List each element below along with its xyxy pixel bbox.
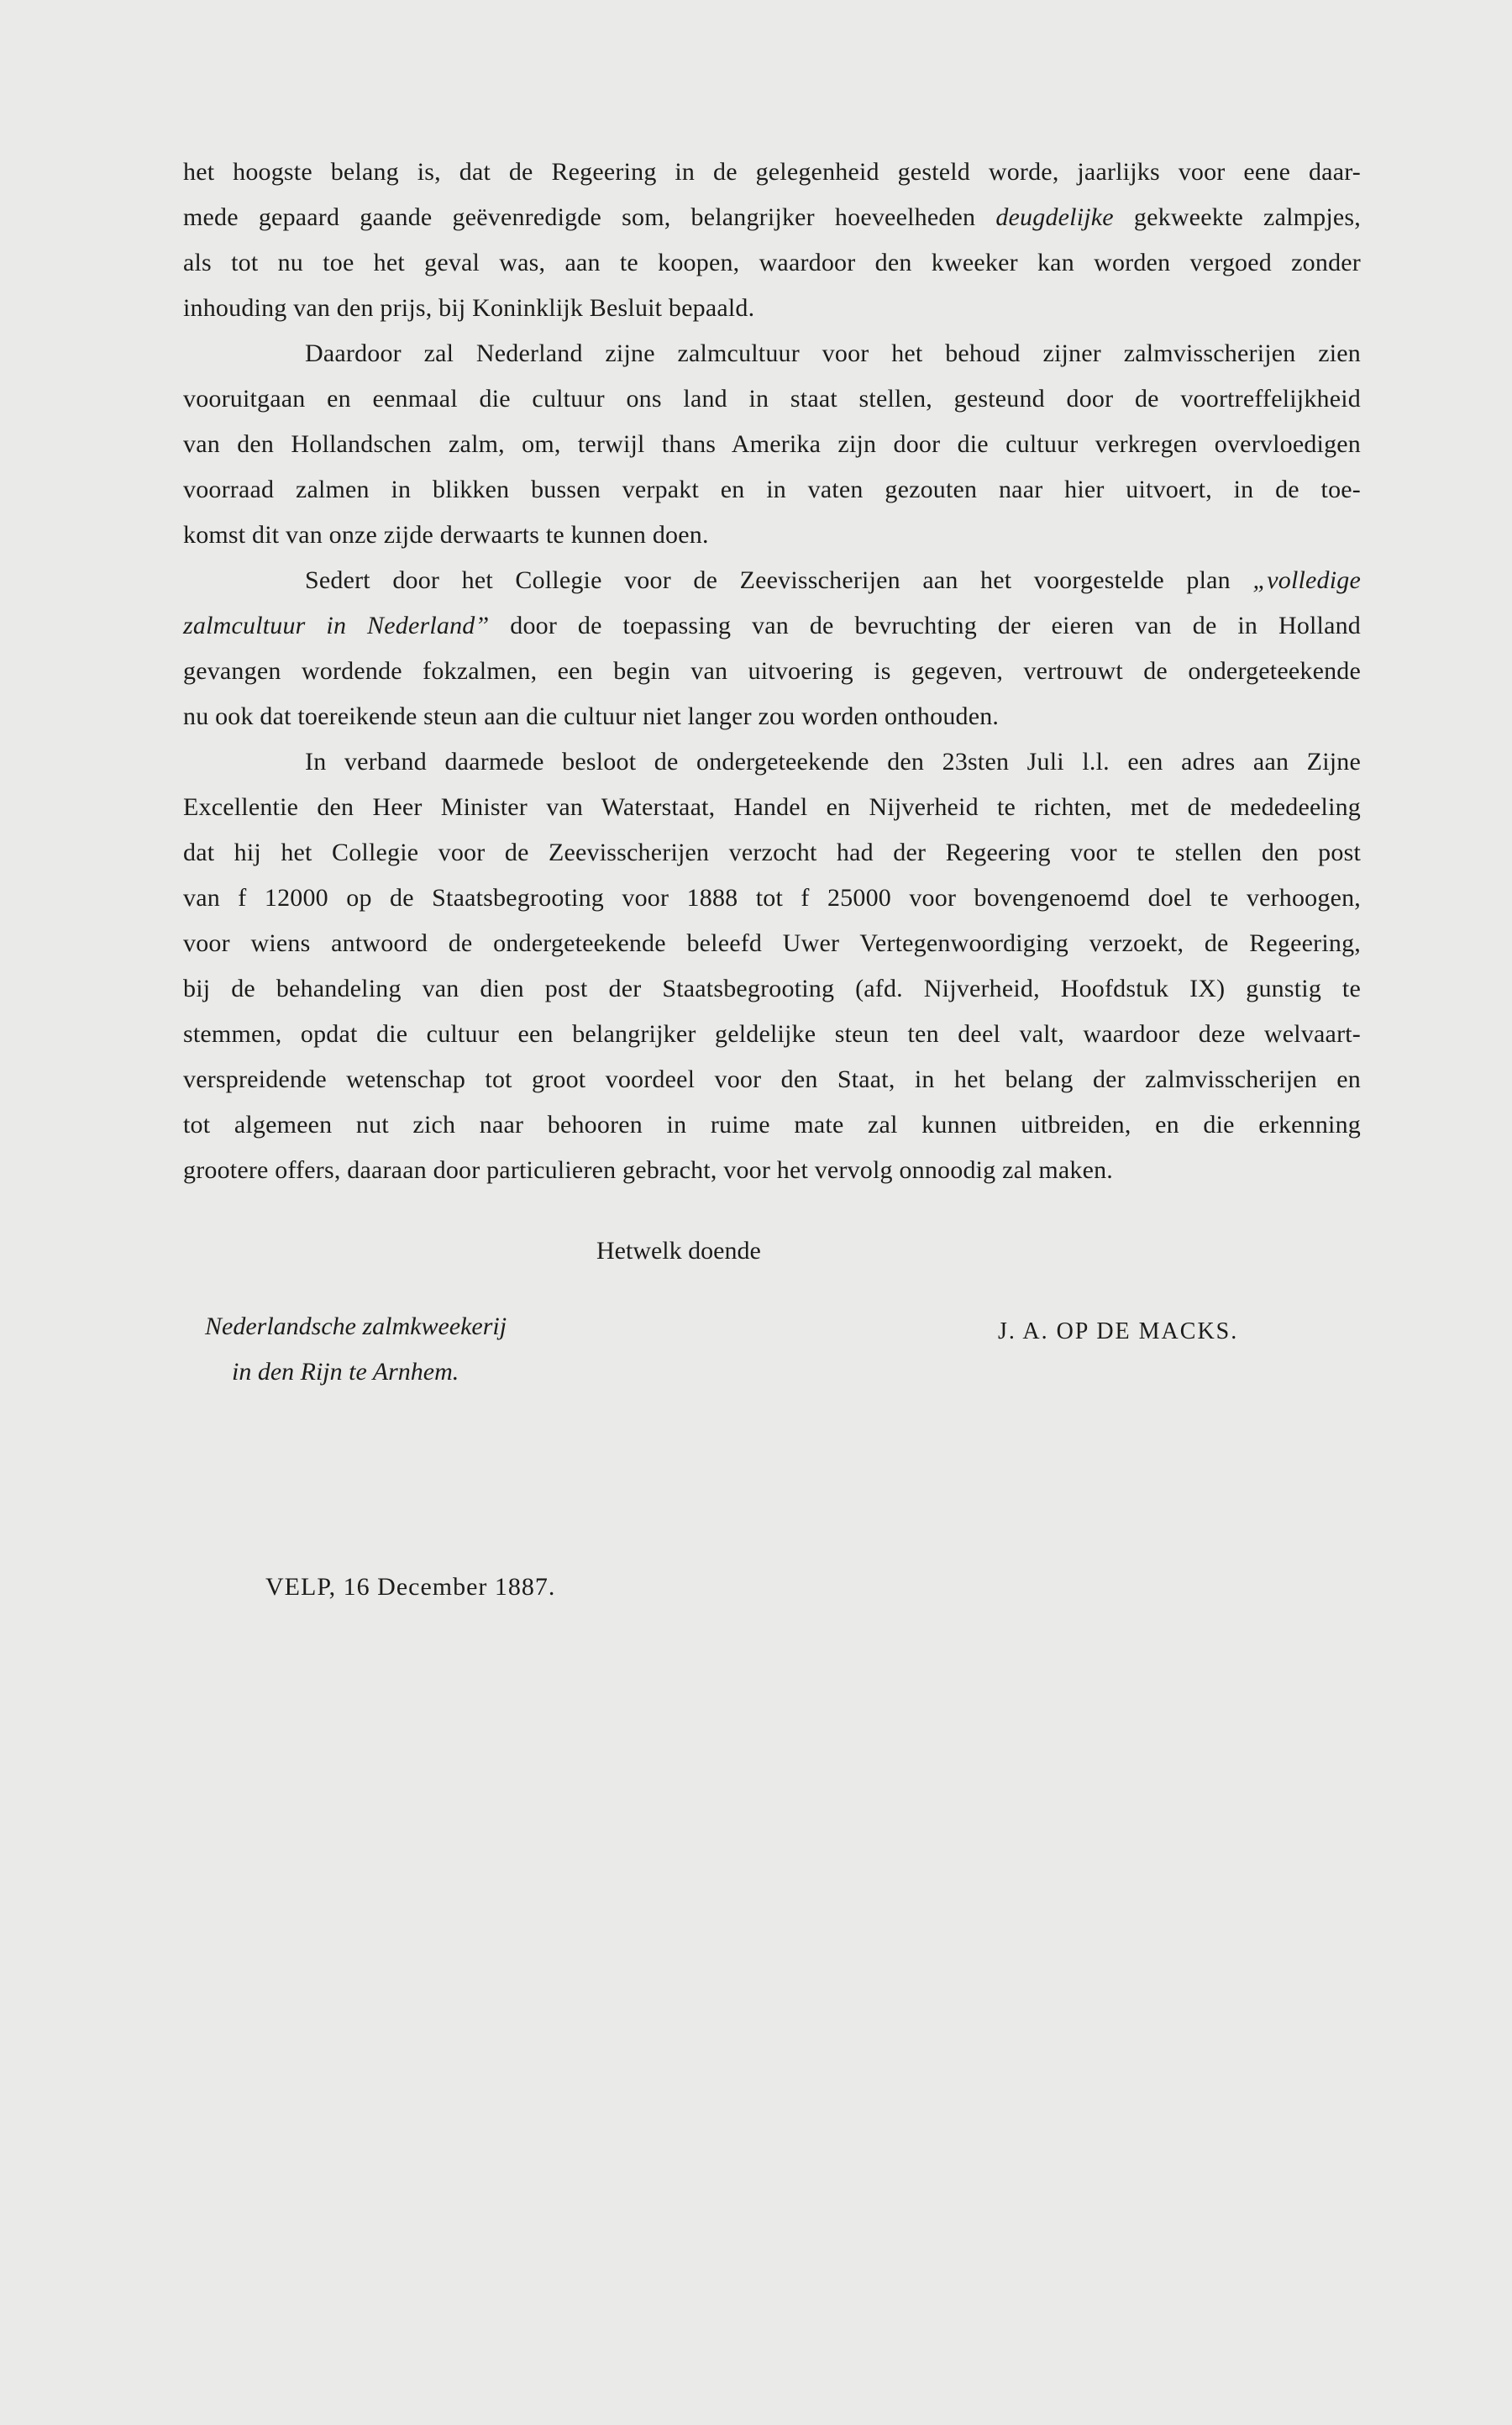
text-line: tot algemeen nut zich naar behooren in ruime mate zal kunnen uitbreiden, en die erkenning [183,1111,1361,1139]
sender-location: in den Rijn te Arnhem. [232,1358,459,1386]
text-segment: mede gepaard gaande geëvenredigde som, belangrijker hoeveelheden [183,203,976,231]
text-line: nu ook dat toereikende steun aan die cultuur niet langer zou worden onthouden. [183,702,1000,730]
text-line: van f 12000 op de Staatsbegrooting voor 1888 tot f 25000 voor bovengenoemd doel te verhoogen, [183,884,1361,912]
text-line: bij de behandeling van dien post der Staatsbegrooting (afd. Nijverheid, Hoofdstuk IX) gunstig te [183,975,1361,1002]
text-line [183,603,1361,649]
letter-body [183,150,1361,1193]
text-line: voor wiens antwoord de ondergeteekende beleefd Uwer Vertegenwoordiging verzoekt, de Regeering, [183,929,1361,957]
text-line: gevangen wordende fokzalmen, een begin van uitvoering is gegeven, vertrouwt de ondergeteekende [183,657,1361,685]
sender-name: Nederlandsche zalmkweekerij [205,1312,507,1340]
text-line: van den Hollandschen zalm, om, terwijl thans Amerika zijn door die cultuur verkregen overvloedigen [183,430,1361,458]
text-line: dat hij het Collegie voor de Zeevisscherijen verzocht had der Regeering voor te stellen den post [183,839,1361,866]
text-line: komst dit van onze zijde derwaarts te kunnen doen. [183,521,709,549]
italic-emphasis: zalmcultuur in Nederland” [183,612,490,639]
signature-name: J. A. OP DE MACKS. [998,1318,1239,1344]
closing-phrase: Hetwelk doende [596,1237,761,1265]
text-line: grootere offers, daaraan door particulieren gebracht, voor het vervolg onnoodig zal maken. [183,1156,1114,1184]
text-line: het hoogste belang is, dat de Regeering in de gelegenheid gesteld worde, jaarlijks voor eene daar- [183,158,1361,186]
text-line [183,558,1361,603]
text-line: verspreidende wetenschap tot groot voordeel voor den Staat, in het belang der zalmvisscherijen en [183,1065,1361,1093]
text-line [183,195,1361,240]
text-line: als tot nu toe het geval was, aan te koopen, waardoor den kweeker kan worden vergoed zonder [183,249,1361,276]
text-segment: door de toepassing van de bevruchting der eieren van de in Holland [510,612,1362,639]
place-and-date: VELP, 16 December 1887. [265,1573,556,1601]
text-segment: gekweekte zalmpjes, [1133,203,1361,231]
text-line: In verband daarmede besloot de ondergeteekende den 23sten Juli l.l. een adres aan Zijne [305,748,1361,776]
text-line: inhouding van den prijs, bij Koninklijk Besluit bepaald. [183,294,755,322]
text-line: Daardoor zal Nederland zijne zalmcultuur voor het behoud zijner zalmvisscherijen zien [305,339,1361,367]
text-line: Excellentie den Heer Minister van Waterstaat, Handel en Nijverheid te richten, met de mededeeling [183,793,1361,821]
italic-emphasis: deugdelijke [995,203,1114,231]
text-segment: Sedert door het Collegie voor de Zeevisscherijen aan het voorgestelde plan [305,566,1231,594]
text-line: vooruitgaan en eenmaal die cultuur ons land in staat stellen, gesteund door de voortreffelijkheid [183,385,1361,413]
text-line: stemmen, opdat die cultuur een belangrijker geldelijke steun ten deel valt, waardoor deze welvaart- [183,1020,1361,1048]
sender-block [205,1304,507,1395]
italic-emphasis: „volledige [1252,566,1362,594]
text-line: voorraad zalmen in blikken bussen verpakt en in vaten gezouten naar hier uitvoert, in de toe- [183,476,1361,503]
